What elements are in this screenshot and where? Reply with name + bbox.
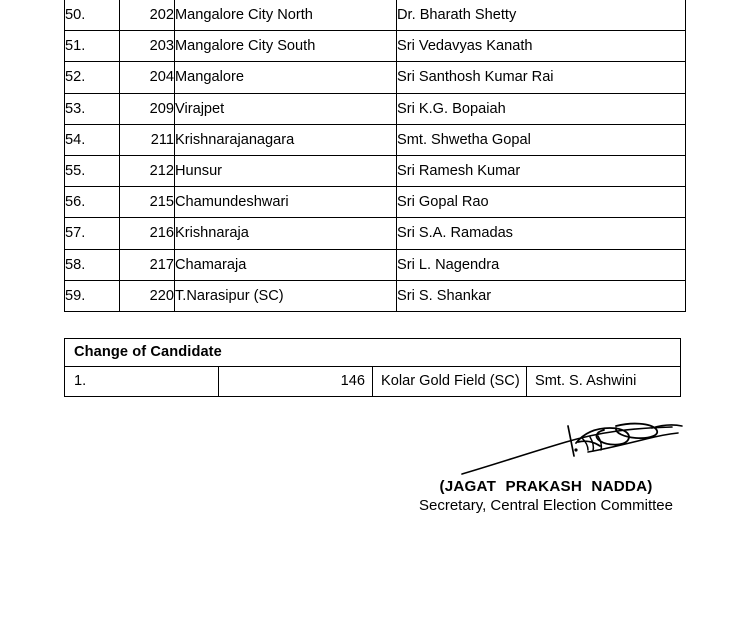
cell-constituency: Mangalore [175, 62, 397, 93]
change-of-candidate-heading: Change of Candidate [65, 339, 681, 367]
candidate-list-body [65, 0, 686, 311]
cell-constituency: Chamaraja [175, 249, 397, 280]
cell-candidate: Sri S. Shankar [397, 280, 686, 311]
cell-sl-no: 1. [65, 367, 219, 397]
cell-candidate: Sri Ramesh Kumar [397, 155, 686, 186]
cell-ac-no: 216 [120, 218, 175, 249]
change-of-candidate-table [64, 338, 681, 397]
cell-constituency: Mangalore City South [175, 31, 397, 62]
cell-constituency: Chamundeshwari [175, 187, 397, 218]
cell-candidate: Dr. Bharath Shetty [397, 0, 686, 31]
cell-ac-no: 211 [120, 124, 175, 155]
cell-candidate: Sri K.G. Bopaiah [397, 93, 686, 124]
cell-constituency: T.Narasipur (SC) [175, 280, 397, 311]
cell-sl-no: 56. [65, 187, 120, 218]
cell-sl-no: 53. [65, 93, 120, 124]
table-row [65, 367, 681, 397]
cell-candidate: Sri Vedavyas Kanath [397, 31, 686, 62]
cell-constituency: Krishnarajanagara [175, 124, 397, 155]
cell-constituency: Virajpet [175, 93, 397, 124]
table-row [65, 0, 686, 31]
table-row [65, 280, 686, 311]
cell-sl-no: 51. [65, 31, 120, 62]
table-row [65, 155, 686, 186]
cell-candidate: Smt. Shwetha Gopal [397, 124, 686, 155]
cell-ac-no: 146 [219, 367, 373, 397]
cell-sl-no: 54. [65, 124, 120, 155]
cell-sl-no: 55. [65, 155, 120, 186]
cell-constituency: Krishnaraja [175, 218, 397, 249]
table-row [65, 249, 686, 280]
cell-candidate: Sri Gopal Rao [397, 187, 686, 218]
cell-constituency: Kolar Gold Field (SC) [373, 367, 527, 397]
table-row [65, 187, 686, 218]
cell-ac-no: 212 [120, 155, 175, 186]
change-of-candidate-body [65, 339, 681, 397]
cell-constituency: Mangalore City North [175, 0, 397, 31]
cell-sl-no: 57. [65, 218, 120, 249]
cell-sl-no: 52. [65, 62, 120, 93]
cell-ac-no: 203 [120, 31, 175, 62]
cell-candidate: Sri Santhosh Kumar Rai [397, 62, 686, 93]
cell-candidate: Sri L. Nagendra [397, 249, 686, 280]
cell-ac-no: 217 [120, 249, 175, 280]
handwritten-signature-icon [400, 420, 700, 482]
signatory-name: (JAGAT PRAKASH NADDA) [439, 478, 653, 495]
signature-block [400, 420, 700, 520]
cell-sl-no: 58. [65, 249, 120, 280]
signatory-designation: Secretary, Central Election Committee [419, 497, 673, 514]
table-row [65, 93, 686, 124]
cell-candidate: Smt. S. Ashwini [527, 367, 681, 397]
change-of-candidate-header-row [65, 339, 681, 367]
cell-ac-no: 204 [120, 62, 175, 93]
cell-ac-no: 202 [120, 0, 175, 31]
table-row [65, 62, 686, 93]
cell-ac-no: 215 [120, 187, 175, 218]
table-row [65, 218, 686, 249]
table-row [65, 124, 686, 155]
cell-sl-no: 59. [65, 280, 120, 311]
cell-ac-no: 209 [120, 93, 175, 124]
cell-sl-no: 50. [65, 0, 120, 31]
cell-constituency: Hunsur [175, 155, 397, 186]
candidate-list-table [64, 0, 686, 312]
cell-ac-no: 220 [120, 280, 175, 311]
table-row [65, 31, 686, 62]
cell-candidate: Sri S.A. Ramadas [397, 218, 686, 249]
